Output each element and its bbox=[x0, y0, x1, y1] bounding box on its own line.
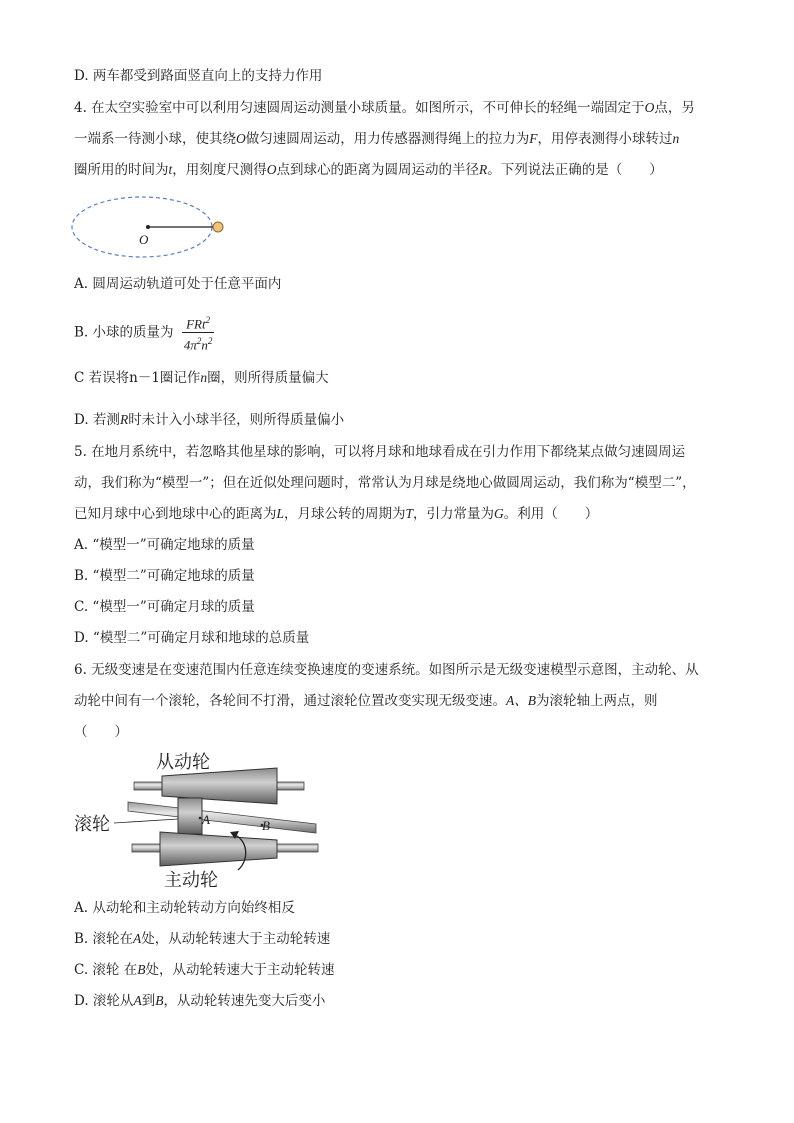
option-5b: B. “模型二”可确定地球的质量 bbox=[74, 568, 255, 584]
option-6c: C. 滚轮 在B处，从动轮转速大于主动轮转速 bbox=[74, 962, 335, 978]
roller-label: 滚轮 bbox=[74, 814, 110, 835]
option-4c: C 若误将n－1圈记作n圈，则所得质量偏大 bbox=[74, 370, 329, 386]
option-3d: D. 两车都受到路面竖直向上的支持力作用 bbox=[74, 68, 323, 84]
question-4-line-1: 4. 在太空实验室中可以利用匀速圆周运动测量小球质量。如图所示，不可伸长的轻绳一端固定于O点，另 bbox=[74, 100, 695, 116]
roller-wheel bbox=[178, 798, 202, 834]
driver-wheel-cone bbox=[160, 832, 277, 866]
center-label: O bbox=[139, 232, 149, 247]
center-point bbox=[146, 225, 150, 229]
option-4d: D. 若测R时未计入小球半径，则所得质量偏小 bbox=[74, 412, 345, 428]
option-6a: A. 从动轮和主动轮转动方向始终相反 bbox=[74, 900, 295, 916]
question-6-line-3: （ ） bbox=[74, 724, 128, 740]
option-5a: A. “模型一”可确定地球的质量 bbox=[74, 537, 255, 553]
roller-pointer bbox=[114, 819, 178, 823]
driven-wheel-label: 从动轮 bbox=[156, 752, 210, 773]
circular-motion-figure bbox=[70, 192, 230, 266]
option-5c: C. “模型一”可确定月球的质量 bbox=[74, 599, 255, 615]
option-6b: B. 滚轮在A处，从动轮转速大于主动轮转速 bbox=[74, 931, 331, 947]
option-4a: A. 圆周运动轨道可处于任意平面内 bbox=[74, 276, 282, 292]
cvt-figure bbox=[72, 746, 328, 892]
question-5-line-2: 动，我们称为“模型一”；但在近似处理问题时，常常认为月球是绕地心做圆周运动，我们称为“模型二”， bbox=[74, 475, 696, 491]
option-5d: D. “模型二”可确定月球和地球的总质量 bbox=[74, 630, 310, 646]
question-5-line-1: 5. 在地月系统中，若忽略其他星球的影响，可以将月球和地球看成在引力作用下都绕某点做匀速圆周运 bbox=[74, 444, 686, 460]
roller-shaft bbox=[128, 802, 316, 833]
point-a-label: A bbox=[202, 812, 210, 827]
ball bbox=[213, 222, 223, 232]
driver-wheel-label: 主动轮 bbox=[164, 870, 218, 891]
question-6-line-1: 6. 无级变速是在变速范围内任意连续变换速度的变速系统。如图所示是无级变速模型示意图，主动轮、从 bbox=[74, 662, 699, 678]
point-a-dot bbox=[199, 817, 202, 820]
point-b-label: B bbox=[262, 818, 270, 833]
option-4b: B. 小球的质量为 $\frac{FRt^2}{4\pi^2n^2}$ bbox=[74, 312, 214, 354]
question-4-line-2: 一端系一待测小球，使其绕O做匀速圆周运动，用力传感器测得绳上的拉力为F，用停表测得小球转过n bbox=[74, 131, 680, 147]
question-6-line-2: 动轮中间有一个滚轮，各轮间不打滑，通过滚轮位置改变实现无级变速。A、B为滚轮轴上两点，则 bbox=[74, 693, 658, 709]
option-6d: D. 滚轮从A到B，从动轮转速先变大后变小 bbox=[74, 993, 326, 1009]
mass-formula: $\frac{FRt^2}{4\pi^2n^2}$ bbox=[182, 312, 215, 354]
question-5-line-3: 已知月球中心到地球中心的距离为L，月球公转的周期为T，引力常量为G。利用（ ） bbox=[74, 506, 599, 522]
question-4-line-3: 圈所用的时间为t，用刻度尺测得O点到球心的距离为圆周运动的半径R。下列说法正确的是（ ） bbox=[74, 162, 663, 178]
